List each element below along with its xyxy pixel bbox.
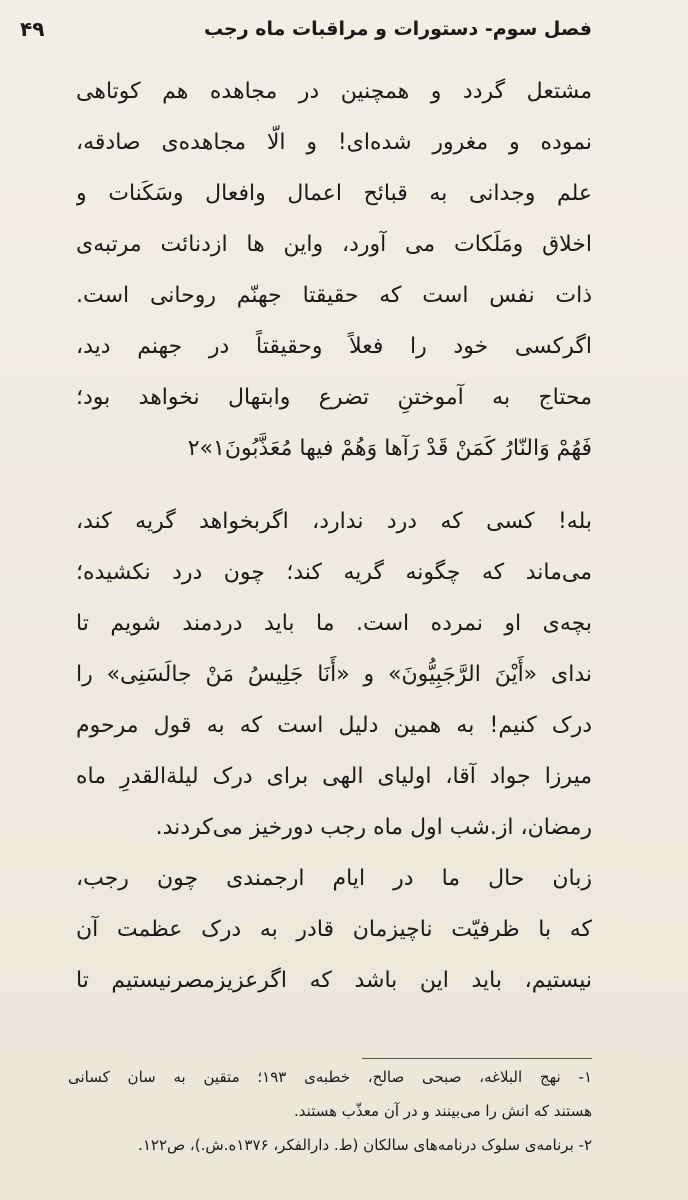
body-text (76, 66, 592, 1006)
quran-quote-line: فَهُمْ وَالنّارُ کَمَنْ قَدْ رَآها وَهُمْ فیها مُعَذَّبُونَ۱»۲ (187, 436, 592, 461)
text-line: نموده و مغرور شده‌ای! و الّا مجاهده‌ی صادقه، (76, 130, 592, 155)
footnote-line: ۲- برنامه‌ی سلوک درنامه‌های سالکان (ط. دارالفکر، ۱۳۷۶ه.ش.)، ص۱۲۲. (138, 1136, 592, 1154)
text-line: اخلاق ومَلَکات می آورد، واین ها ازدنائت مرتبه‌ی (76, 232, 592, 257)
text-line: بچه‌ی او نمرده است. ما باید دردمند شویم تا (76, 611, 592, 636)
text-line: میرزا جواد آقا، اولیای الهی برای درک لیلة‌القدرِ ماه (76, 764, 592, 789)
text-line: ذات نفس است که حقیقتا جهنّم روحانی است. (76, 283, 592, 308)
text-line: اگرکسی خود را فعلاً وحقیقتاً در جهنم دید، (76, 334, 592, 359)
text-line: ندای «أَيْنَ الرَّجَبِیُّونَ» و «أَنَا جَلِیسُ مَنْ جالَسَنِی» را (76, 662, 592, 687)
text-line: رمضان، از.شب اول ماه رجب دورخیز می‌کردند. (155, 815, 592, 840)
text-line: زبان حال ما در ایام ارجمندی چون رجب، (76, 866, 592, 891)
footnote-line: ۱- نهج البلاغه، صبحی صالح، خطبه‌ی ۱۹۳؛ متقین به سان کسانی (68, 1068, 592, 1086)
footnote (68, 1128, 592, 1162)
page-header (20, 12, 592, 46)
paragraph (76, 496, 592, 853)
text-line: علم وجدانی به قبائح اعمال وافعال وسَکَنات و (76, 181, 592, 206)
text-line: می‌ماند که چگونه گریه کند؛ چون درد نکشیده؛ (76, 560, 592, 585)
text-line: محتاج به آموختنِ تضرع وابتهال نخواهد بود؛ (76, 385, 592, 410)
paragraph-gap (76, 474, 592, 496)
footnotes (68, 1060, 592, 1162)
paragraph (76, 853, 592, 1006)
footnote (68, 1060, 592, 1128)
text-line: بله! کسی که درد ندارد، اگربخواهد گریه کند، (76, 509, 592, 534)
text-line: که با ظرفیّت ناچیزمان قادر به درک عظمت آن (76, 917, 592, 942)
paragraph (76, 66, 592, 474)
page-number: ۴۹ (20, 17, 45, 41)
text-line: مشتعل گردد و همچنین در مجاهده هم کوتاهی (76, 79, 592, 104)
running-title: فصل سوم- دستورات و مراقبات ماه رجب (203, 18, 592, 40)
text-line: نیستیم، باید این باشد که اگرعزیزمصرنیستیم تا (76, 968, 592, 993)
footnote-line: هستند که انش را می‌بینند و در آن معذّب هستند. (294, 1102, 592, 1120)
footnote-divider (362, 1058, 592, 1059)
text-line: درک کنیم! به همین دلیل است که به قول مرحوم (76, 713, 592, 738)
